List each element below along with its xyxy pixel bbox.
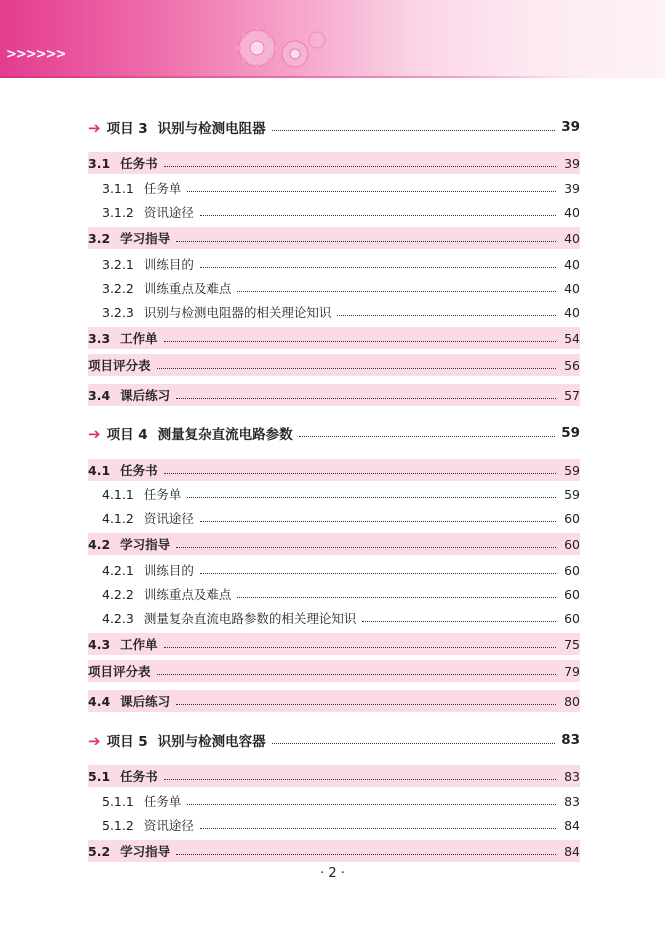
toc-entry-label xyxy=(88,423,293,443)
dot-leader xyxy=(164,779,556,780)
toc-entry-label xyxy=(102,609,356,627)
toc-entry-number: 3.2 xyxy=(88,231,111,246)
toc-entry-label xyxy=(88,535,170,553)
toc-entry-number: 5.1.2 xyxy=(102,818,134,833)
dot-leader xyxy=(187,497,556,498)
dot-leader xyxy=(157,368,556,369)
arrow-right-icon: ➔ xyxy=(88,425,101,443)
toc-project-row[interactable] xyxy=(88,116,580,138)
toc-entry-number: 5.1 xyxy=(88,769,111,784)
toc-entry-title: 识别与检测电阻器的相关理论知识 xyxy=(143,305,332,320)
toc-page-number: 60 xyxy=(564,562,580,578)
toc-entry-number: 3.1 xyxy=(88,156,111,171)
toc-subsection-row[interactable] xyxy=(88,177,580,199)
toc-entry-title: 资讯途径 xyxy=(143,511,194,526)
toc-entry-label xyxy=(88,229,170,247)
toc-entry-title: 任务单 xyxy=(143,487,182,502)
toc-entry-number: 3.2.2 xyxy=(102,281,134,296)
dot-leader xyxy=(164,166,556,167)
toc-entry-label xyxy=(102,203,194,221)
toc-entry-title: 工作单 xyxy=(120,331,158,346)
dot-leader xyxy=(176,241,556,242)
toc-page-number: 39 xyxy=(561,119,580,135)
toc-section-row[interactable] xyxy=(88,354,580,376)
toc-section-row[interactable] xyxy=(88,633,580,655)
toc-page-number: 59 xyxy=(564,486,580,502)
toc-section-row[interactable] xyxy=(88,327,580,349)
toc-subsection-row[interactable] xyxy=(88,277,580,299)
toc-entry-label xyxy=(102,179,181,197)
toc-page-number: 83 xyxy=(564,793,580,809)
dot-leader xyxy=(200,521,556,522)
dot-leader xyxy=(299,436,556,437)
toc-entry-label xyxy=(88,635,158,653)
toc-subsection-row[interactable] xyxy=(88,253,580,275)
dot-leader xyxy=(200,267,556,268)
toc-page-number: 60 xyxy=(564,586,580,602)
dot-leader xyxy=(164,341,556,342)
dot-leader xyxy=(200,828,556,829)
dot-leader xyxy=(176,547,556,548)
toc-entry-label xyxy=(88,692,170,710)
toc-page-number: 60 xyxy=(564,610,580,626)
header-banner xyxy=(0,0,665,78)
dot-leader xyxy=(272,743,556,744)
arrow-right-icon: ➔ xyxy=(88,119,101,137)
toc-subsection-row[interactable] xyxy=(88,559,580,581)
toc-entry-title: 任务书 xyxy=(120,463,158,478)
toc-entry-title: 测量复杂直流电路参数 xyxy=(157,427,293,443)
toc-entry-number: 项目 4 xyxy=(106,427,148,443)
toc-section-row[interactable] xyxy=(88,227,580,249)
toc-entry-label xyxy=(88,767,158,785)
toc-subsection-row[interactable] xyxy=(88,814,580,836)
toc-entry-number: 4.1.2 xyxy=(102,511,134,526)
toc-entry-number: 4.2.1 xyxy=(102,563,134,578)
toc-page-number: 60 xyxy=(564,510,580,526)
toc-section-row[interactable] xyxy=(88,840,580,862)
toc-entry-title: 训练重点及难点 xyxy=(143,587,232,602)
dot-leader xyxy=(200,215,556,216)
toc-project-row[interactable] xyxy=(88,729,580,751)
dot-leader xyxy=(362,621,556,622)
dot-leader xyxy=(237,597,556,598)
toc-entry-title: 项目评分表 xyxy=(88,664,151,679)
toc-entry-label xyxy=(88,154,158,172)
toc-entry-label xyxy=(102,561,194,579)
toc-entry-title: 任务书 xyxy=(120,769,158,784)
toc-entry-title: 训练目的 xyxy=(143,563,194,578)
toc-page-number: 40 xyxy=(564,304,580,320)
toc-entry-number: 3.2.3 xyxy=(102,305,134,320)
toc-page-number: 39 xyxy=(564,180,580,196)
toc-entry-number: 4.4 xyxy=(88,694,111,709)
toc-subsection-row[interactable] xyxy=(88,507,580,529)
toc-section-row[interactable] xyxy=(88,690,580,712)
toc-entry-number: 3.1.1 xyxy=(102,181,134,196)
toc-entry-label xyxy=(102,279,231,297)
toc-page-number: 40 xyxy=(564,280,580,296)
toc-entry-number: 4.3 xyxy=(88,637,111,652)
toc-subsection-row[interactable] xyxy=(88,301,580,323)
toc-page-number: 40 xyxy=(564,204,580,220)
toc-entry-label xyxy=(102,792,181,810)
dot-leader xyxy=(187,804,556,805)
toc-entry-title: 任务单 xyxy=(143,181,182,196)
toc-entry-title: 资讯途径 xyxy=(143,818,194,833)
toc-entry-number: 4.1.1 xyxy=(102,487,134,502)
toc-entry-number: 5.2 xyxy=(88,844,111,859)
toc-page-number: 84 xyxy=(564,817,580,833)
toc-section-row[interactable] xyxy=(88,533,580,555)
toc-entry-number: 3.2.1 xyxy=(102,257,134,272)
toc-page-number: 40 xyxy=(564,230,580,246)
toc-page-number: 39 xyxy=(564,155,580,171)
toc-page-number: 54 xyxy=(564,330,580,346)
toc-entry-number: 4.1 xyxy=(88,463,111,478)
toc-page-number: 59 xyxy=(564,462,580,478)
toc-entry-title: 课后练习 xyxy=(120,388,171,403)
dot-leader xyxy=(164,473,556,474)
toc-entry-number: 4.2 xyxy=(88,537,111,552)
gears-icon xyxy=(225,20,335,76)
toc-entry-title: 学习指导 xyxy=(120,844,171,859)
toc-entry-title: 测量复杂直流电路参数的相关理论知识 xyxy=(143,611,357,626)
toc-subsection-row[interactable] xyxy=(88,201,580,223)
dot-leader xyxy=(187,191,556,192)
chevron-icons: >>>>>> xyxy=(6,47,66,62)
toc-entry-number: 4.2.3 xyxy=(102,611,134,626)
toc-page-number: 80 xyxy=(564,693,580,709)
toc-entry-label xyxy=(88,842,170,860)
toc-entry-number: 项目 5 xyxy=(106,734,148,750)
toc-entry-number: 项目 3 xyxy=(106,121,148,137)
toc-entry-title: 项目评分表 xyxy=(88,358,151,373)
toc-section-row[interactable] xyxy=(88,459,580,481)
toc-section-row[interactable] xyxy=(88,384,580,406)
dot-leader xyxy=(176,854,556,855)
toc-entry-number: 4.2.2 xyxy=(102,587,134,602)
toc-entry-number: 3.4 xyxy=(88,388,111,403)
dot-leader xyxy=(176,704,556,705)
toc-entry-number: 5.1.1 xyxy=(102,794,134,809)
toc-entry-label xyxy=(88,386,170,404)
toc-subsection-row[interactable] xyxy=(88,607,580,629)
toc-entry-title: 学习指导 xyxy=(120,537,171,552)
toc-entry-label xyxy=(88,461,158,479)
toc-entry-label xyxy=(102,485,181,503)
toc-subsection-row[interactable] xyxy=(88,583,580,605)
dot-leader xyxy=(164,647,556,648)
toc-page-number: 56 xyxy=(564,357,580,373)
toc-page-number: 40 xyxy=(564,256,580,272)
toc-entry-title: 训练目的 xyxy=(143,257,194,272)
dot-leader xyxy=(200,573,556,574)
toc-page-number: 57 xyxy=(564,387,580,403)
toc-entry-label xyxy=(102,509,194,527)
toc-entry-title: 课后练习 xyxy=(120,694,171,709)
toc-entry-title: 资讯途径 xyxy=(143,205,194,220)
toc-page-number: 75 xyxy=(564,636,580,652)
toc-page-number: 83 xyxy=(564,768,580,784)
toc-section-row[interactable] xyxy=(88,765,580,787)
toc-entry-label xyxy=(88,730,266,750)
toc-section-row[interactable] xyxy=(88,660,580,682)
toc-subsection-row[interactable] xyxy=(88,483,580,505)
dot-leader xyxy=(272,130,556,131)
header-rule xyxy=(0,76,580,78)
toc-entry-label xyxy=(88,356,151,374)
toc-entry-title: 学习指导 xyxy=(120,231,171,246)
toc-page-number: 83 xyxy=(561,732,580,748)
toc-entry-label xyxy=(102,255,194,273)
toc-entry-title: 任务书 xyxy=(120,156,158,171)
dot-leader xyxy=(237,291,556,292)
toc-entry-label xyxy=(102,585,231,603)
toc-entry-number: 3.3 xyxy=(88,331,111,346)
toc-entry-title: 工作单 xyxy=(120,637,158,652)
dot-leader xyxy=(157,674,556,675)
toc-entry-title: 训练重点及难点 xyxy=(143,281,232,296)
toc-entry-number: 3.1.2 xyxy=(102,205,134,220)
toc-entry-label xyxy=(88,662,151,680)
dot-leader xyxy=(337,315,556,316)
toc-entry-title: 识别与检测电阻器 xyxy=(157,121,266,137)
toc-page-number: 59 xyxy=(561,425,580,441)
toc-project-row[interactable] xyxy=(88,422,580,444)
toc-entry-title: 任务单 xyxy=(143,794,182,809)
toc-section-row[interactable] xyxy=(88,152,580,174)
dot-leader xyxy=(176,398,556,399)
toc-page-number: 60 xyxy=(564,536,580,552)
toc-entry-label xyxy=(88,329,158,347)
toc-entry-label xyxy=(88,117,266,137)
toc-entry-title: 识别与检测电容器 xyxy=(157,734,266,750)
page-number: · 2 · xyxy=(320,866,345,881)
toc-subsection-row[interactable] xyxy=(88,790,580,812)
toc-page-number: 79 xyxy=(564,663,580,679)
toc-page-number: 84 xyxy=(564,843,580,859)
toc-entry-label xyxy=(102,816,194,834)
toc-entry-label xyxy=(102,303,331,321)
arrow-right-icon: ➔ xyxy=(88,732,101,750)
